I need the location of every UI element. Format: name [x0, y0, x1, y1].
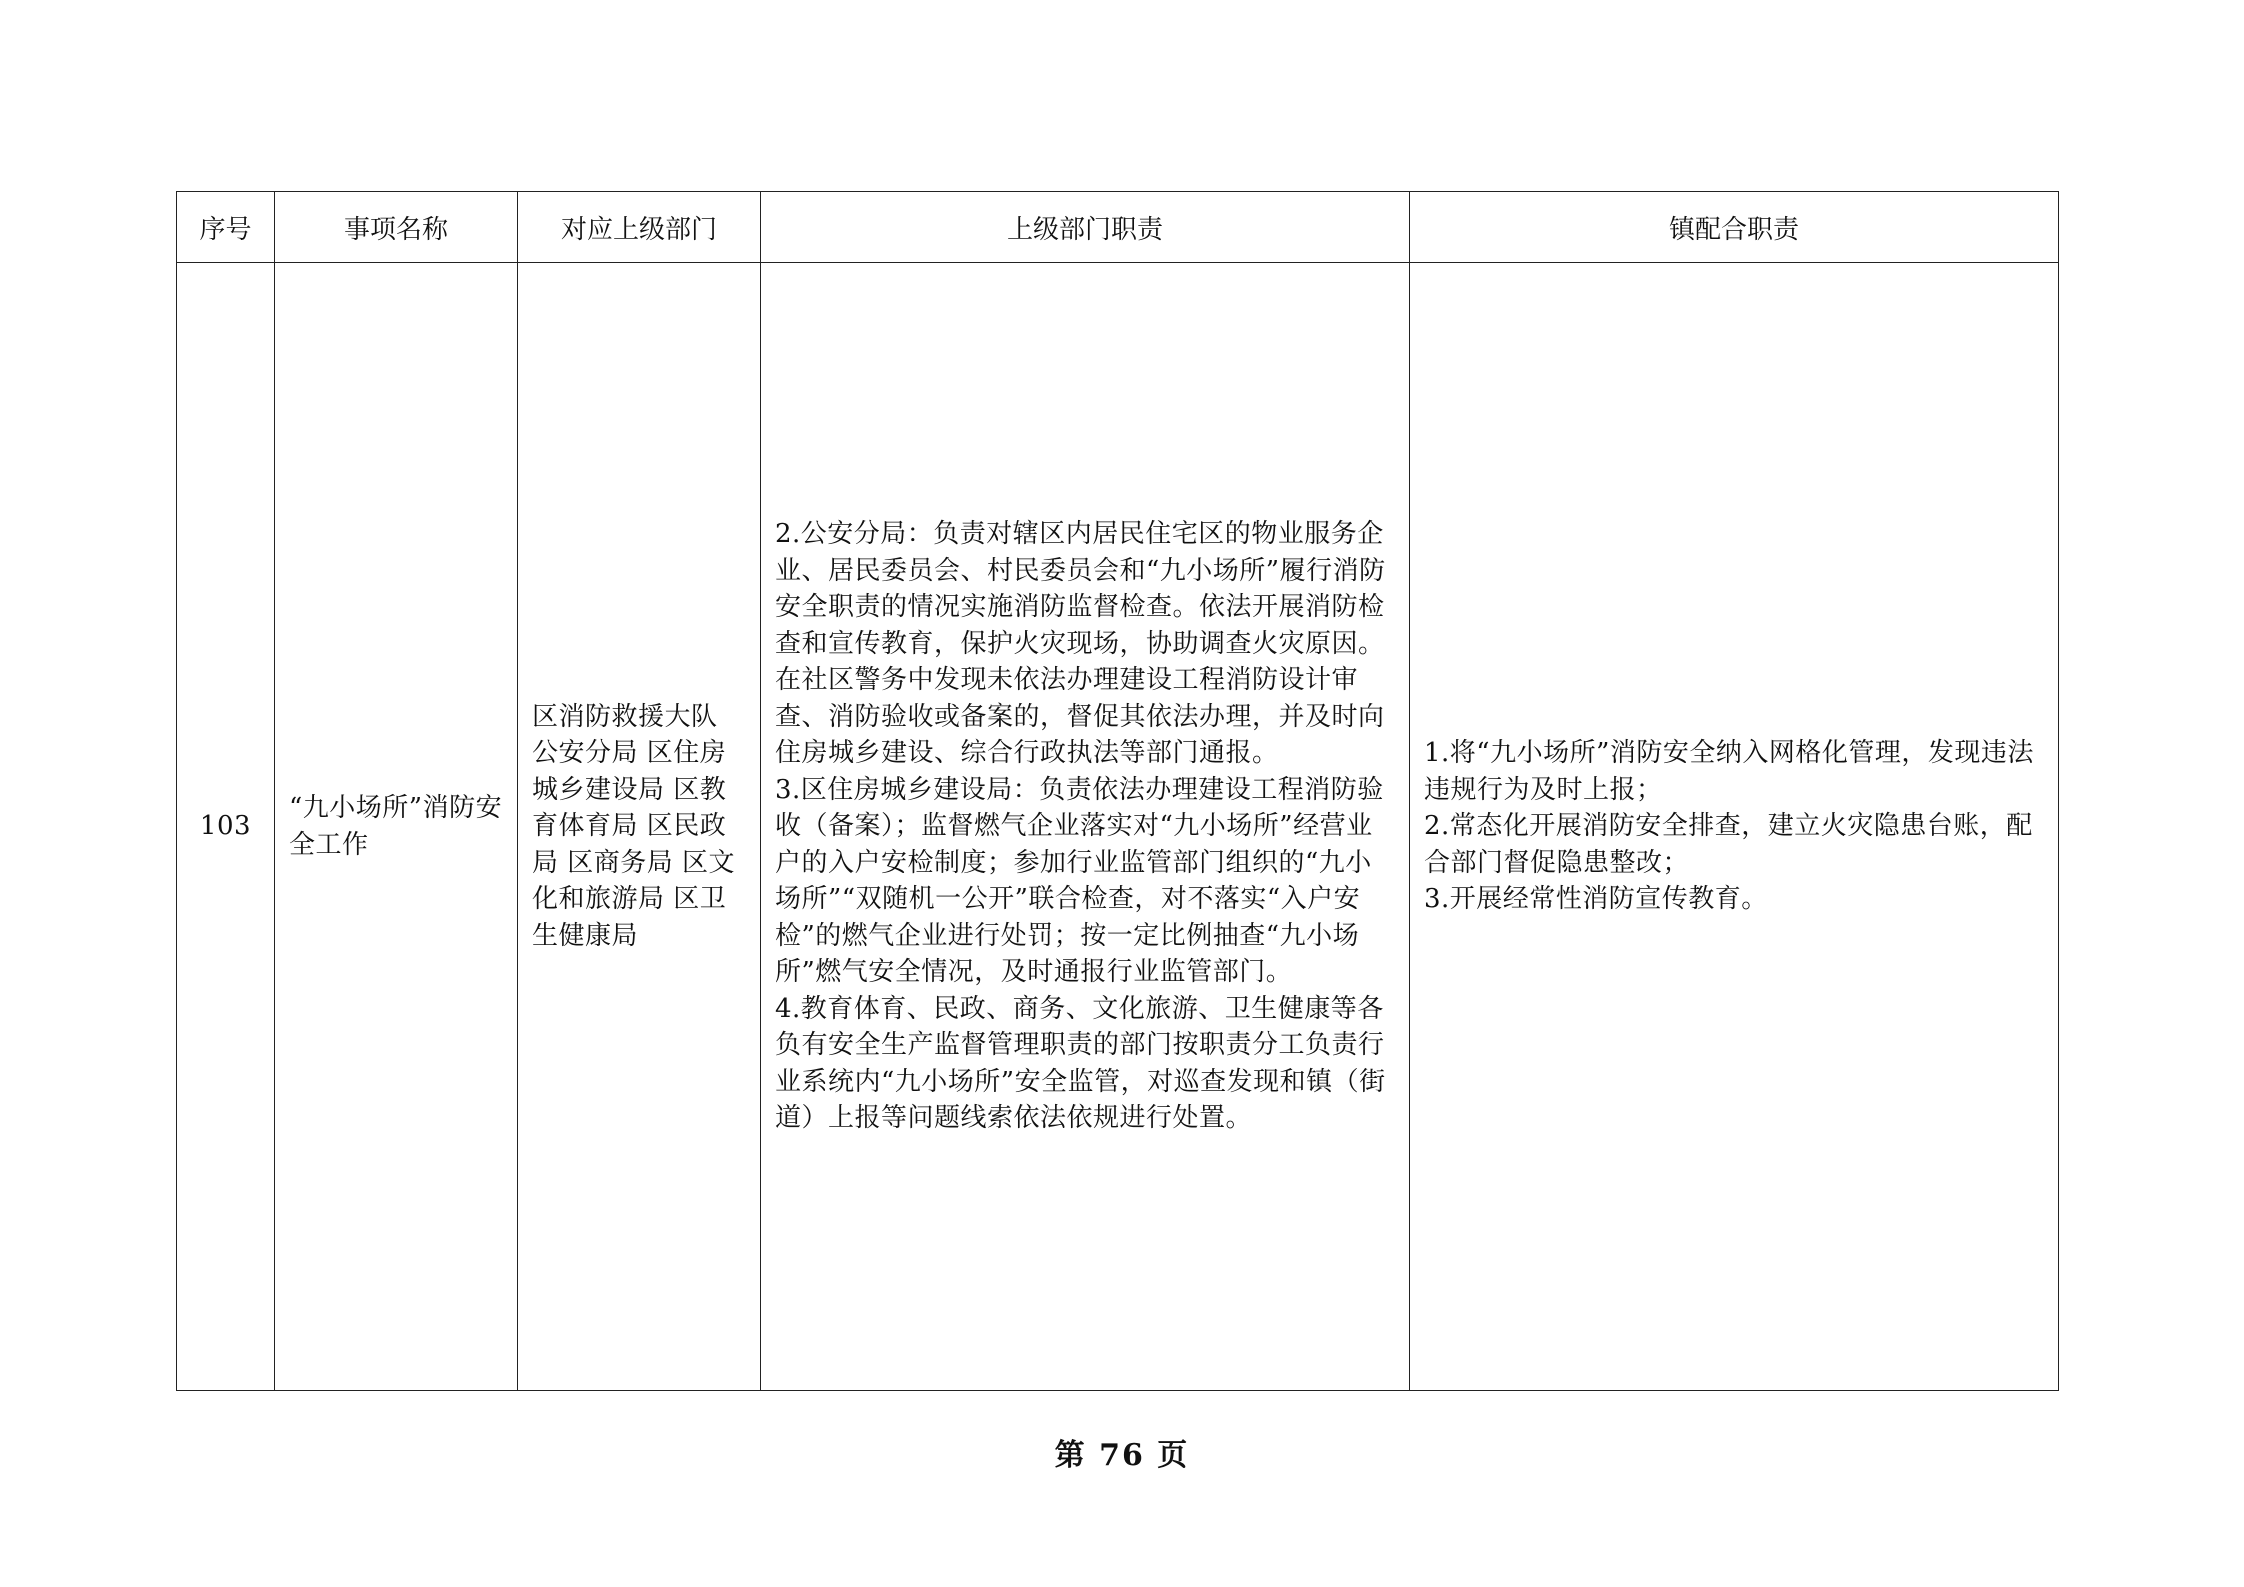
- cell-upper-dept: 区消防救援大队 公安分局 区住房城乡建设局 区教育体育局 区民政局 区商务局 区文化和旅游局 区卫生健康局: [518, 263, 761, 1391]
- upper-duty-paragraph: 2.公安分局：负责对辖区内居民住宅区的物业服务企业、居民委员会、村民委员会和“九小场所”履行消防安全职责的情况实施消防监督检查。依法开展消防检查和宣传教育，保护火灾现场，协助调查火灾原因。在社区警务中发现未依法办理建设工程消防设计审查、消防验收或备案的，督促其依法办理，并及时向住房城乡建设、综合行政执法等部门通报。: [775, 519, 1386, 769]
- cell-upper-duties: [761, 263, 1410, 1391]
- table-row: [177, 263, 2059, 1391]
- header-upper-dept: 对应上级部门: [518, 192, 761, 263]
- cell-item-name: “九小场所”消防安全工作: [275, 263, 518, 1391]
- cell-town-duties: [1410, 263, 2059, 1391]
- town-duty-paragraph: 1.将“九小场所”消防安全纳入网格化管理，发现违法违规行为及时上报；: [1424, 738, 2034, 805]
- duty-table: [176, 191, 2059, 1391]
- header-seq: 序号: [177, 192, 275, 263]
- upper-duty-paragraph: 4.教育体育、民政、商务、文化旅游、卫生健康等各负有安全生产监督管理职责的部门按职责分工负责行业系统内“九小场所”安全监管，对巡查发现和镇（街道）上报等问题线索依法依规进行处置。: [775, 993, 1386, 1134]
- upper-duty-paragraph: 3.区住房城乡建设局：负责依法办理建设工程消防验收（备案）；监督燃气企业落实对“九小场所”经营业户的入户安检制度；参加行业监管部门组织的“九小场所”“双随机一公开”联合检查，对不落实“入户安检”的燃气企业进行处罚；按一定比例抽查“九小场所”燃气安全情况，及时通报行业监管部门。: [775, 774, 1384, 988]
- header-town-duties: 镇配合职责: [1410, 192, 2059, 263]
- cell-seq: 103: [177, 263, 275, 1391]
- header-item-name: 事项名称: [275, 192, 518, 263]
- page-number: 第 76 页: [1054, 1438, 1190, 1473]
- town-duty-paragraph: 2.常态化开展消防安全排查，建立火灾隐患台账，配合部门督促隐患整改；: [1424, 811, 2033, 878]
- town-duty-paragraph: 3.开展经常性消防宣传教育。: [1424, 884, 1768, 915]
- table-header-row: [177, 192, 2059, 263]
- header-upper-duties: 上级部门职责: [761, 192, 1410, 263]
